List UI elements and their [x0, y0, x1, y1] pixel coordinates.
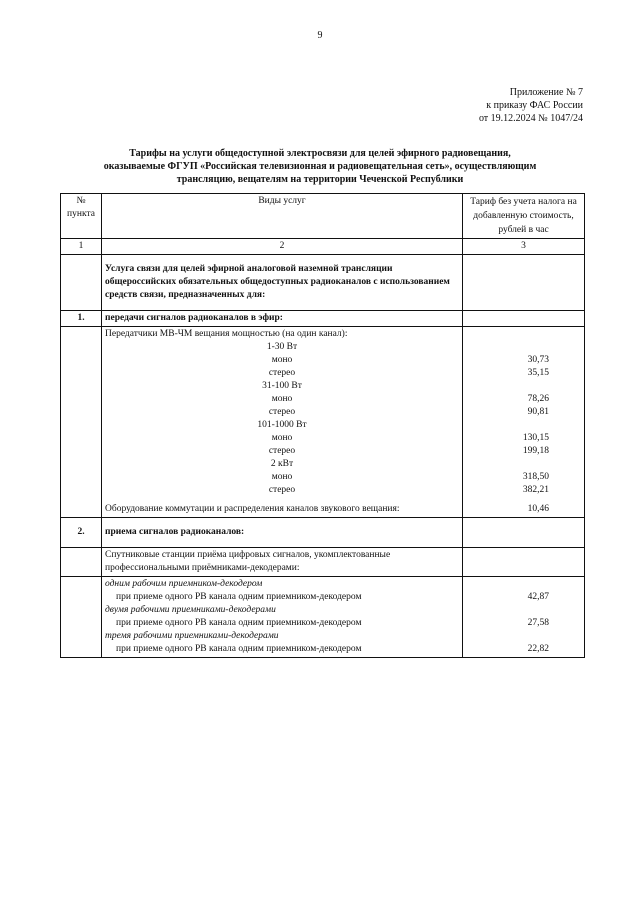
- equipment-price: 10,46: [527, 504, 549, 514]
- equipment-label: Оборудование коммутации и распределения каналов звукового вещания:: [105, 504, 400, 514]
- title-line-2: оказываемые ФГУП «Российская телевизионная и радиовещательная сеть», осуществляющим: [103, 161, 537, 172]
- mono-label: моно: [271, 433, 293, 443]
- price-value: 22,82: [527, 644, 549, 654]
- stereo-label: стерео: [268, 368, 296, 378]
- header-services: Виды услуг: [102, 194, 463, 239]
- price-value: 318,50: [522, 472, 549, 482]
- section-1-body: [61, 327, 585, 518]
- title-line-3: трансляцию, вещателям на территории Чеченской Республики: [176, 174, 464, 185]
- title-line-1: Тарифы на услуги общедоступной электросвязи для целей эфирного радиовещания,: [129, 148, 511, 159]
- table-header-row: [61, 194, 585, 239]
- group-item: при приеме одного РВ канала одним приемником-декодером: [116, 618, 362, 628]
- section-2-details: [102, 577, 463, 658]
- section-1-title: передачи сигналов радиоканалов в эфир:: [102, 311, 463, 327]
- price-value: 35,15: [527, 368, 549, 378]
- price-value: 199,18: [522, 446, 549, 456]
- tariff-table: [60, 193, 585, 658]
- mono-label: моно: [271, 394, 293, 404]
- mono-label: моно: [271, 355, 293, 365]
- page-number: 9: [317, 30, 323, 41]
- price-value: 30,73: [527, 355, 549, 365]
- service-title-row: [61, 255, 585, 311]
- section-1-prices: [463, 327, 585, 518]
- group-heading: тремя рабочими приемниками-декодерами: [105, 631, 279, 641]
- power-range-31-100: 31-100 Вт: [262, 381, 302, 391]
- index-col-1: 1: [61, 239, 102, 255]
- document-title: [60, 147, 580, 186]
- section-2-body: [61, 577, 585, 658]
- satellite-intro: Спутниковые станции приёма цифровых сигналов, укомплектованные профессиональными приёмниками-декодерами:: [102, 548, 463, 577]
- price-value: 382,21: [522, 485, 549, 495]
- service-title: Услуга связи для целей эфирной аналоговой наземной трансляции общероссийских обязательных общедоступных радиоканалов с использованием средств связи, предназначенных для:: [102, 255, 463, 311]
- stereo-label: стерео: [268, 485, 296, 495]
- section-2-title: приема сигналов радиоканалов:: [102, 518, 463, 548]
- power-range-1-30: 1-30 Вт: [266, 342, 298, 352]
- section-2-prices: [463, 577, 585, 658]
- group-item: при приеме одного РВ канала одним приемником-декодером: [116, 644, 362, 654]
- price-value: 90,81: [527, 407, 549, 417]
- group-heading: двумя рабочими приемниками-декодерами: [105, 605, 276, 615]
- header-tariff: Тариф без учета налога на добавленную стоимость, рублей в час: [463, 194, 585, 239]
- section-2-header: [61, 518, 585, 548]
- appendix-line-2: к приказу ФАС России: [486, 100, 583, 111]
- section-1-details: [102, 327, 463, 518]
- index-col-3: 3: [463, 239, 585, 255]
- price-value: 27,58: [527, 618, 549, 628]
- section-2-num: 2.: [61, 518, 102, 548]
- group-heading: одним рабочим приемником-декодером: [105, 579, 263, 589]
- group-item: при приеме одного РВ канала одним приемником-декодером: [116, 592, 362, 602]
- power-range-2kw: 2 кВт: [270, 459, 294, 469]
- table-index-row: [61, 239, 585, 255]
- section-2-intro-row: [61, 548, 585, 577]
- mono-label: моно: [271, 472, 293, 482]
- appendix-line-3: от 19.12.2024 № 1047/24: [478, 113, 583, 124]
- price-value: 130,15: [522, 433, 549, 443]
- section-1-header: [61, 311, 585, 327]
- appendix-reference: [479, 86, 583, 125]
- header-num: № пункта: [61, 194, 102, 239]
- appendix-line-1: Приложение № 7: [509, 87, 583, 98]
- index-col-2: 2: [102, 239, 463, 255]
- stereo-label: стерео: [268, 446, 296, 456]
- power-range-101-1000: 101-1000 Вт: [257, 420, 307, 430]
- section-1-num: 1.: [61, 311, 102, 327]
- price-value: 42,87: [527, 592, 549, 602]
- transmitters-intro: Передатчики МВ-ЧМ вещания мощностью (на один канал):: [105, 329, 348, 339]
- price-value: 78,26: [527, 394, 549, 404]
- stereo-label: стерео: [268, 407, 296, 417]
